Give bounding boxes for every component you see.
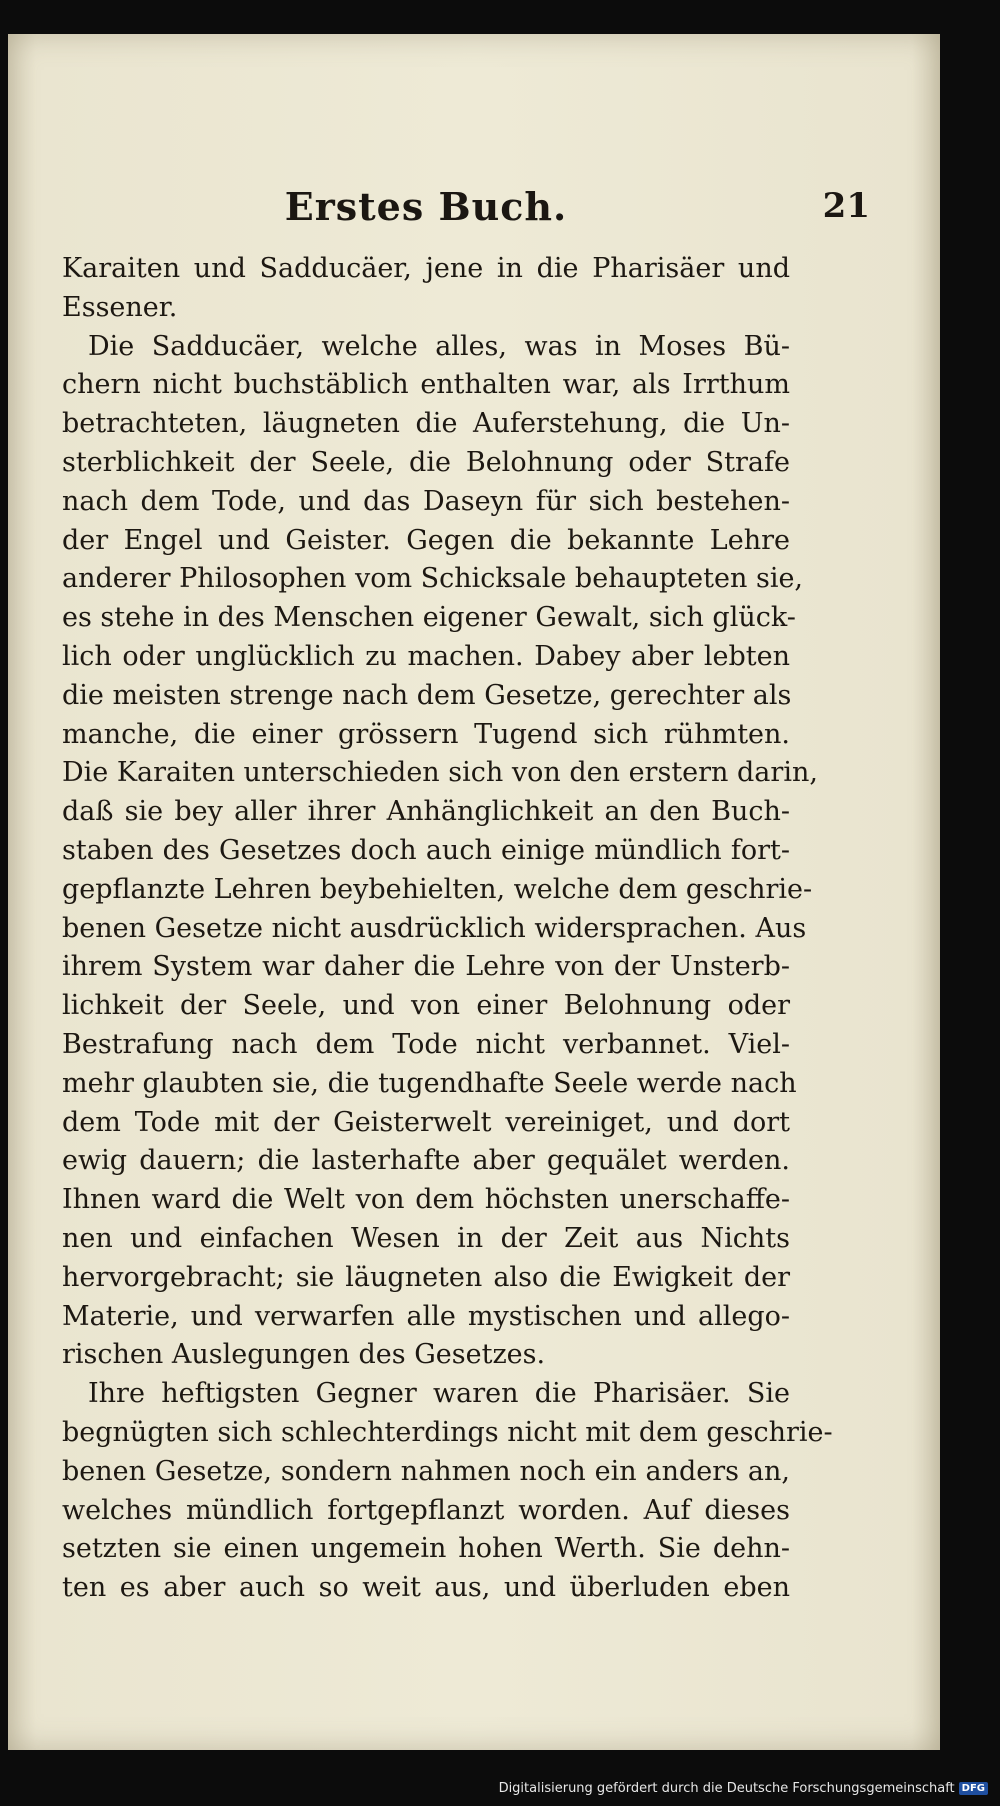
text-line: sterblichkeit der Seele, die Belohnung oder Strafe xyxy=(62,446,790,478)
text-line: ewig dauern; die lasterhafte aber gequälet werden. xyxy=(62,1145,790,1177)
dfg-logo: DFG xyxy=(959,1782,988,1795)
text-line: rischen Auslegungen des Gesetzes. xyxy=(62,1339,546,1371)
text-line: welches mündlich fortgepflanzt worden. Auf dieses xyxy=(62,1494,790,1526)
running-title: Erstes Buch. xyxy=(284,184,568,229)
text-line: Ihre heftigsten Gegner waren die Pharisäer. Sie xyxy=(88,1378,790,1410)
text-line: Die Sadducäer, welche alles, was in Moses Bü- xyxy=(88,330,790,362)
text-line: anderer Philosophen vom Schicksale behaupteten sie, xyxy=(62,563,804,595)
text-line: Ihnen ward die Welt von dem höchsten unerschaffe- xyxy=(62,1184,790,1216)
text-line: betrachteten, läugneten die Auferstehung, die Un- xyxy=(62,408,790,440)
text-line: benen Gesetze, sondern nahmen noch ein anders an, xyxy=(62,1455,790,1487)
paragraph-2 xyxy=(62,328,818,1376)
text-line: begnügten sich schlechterdings nicht mit dem geschrie- xyxy=(62,1416,833,1448)
text-line: nen und einfachen Wesen in der Zeit aus Nichts xyxy=(62,1222,790,1254)
text-line: Karaiten und Sadducäer, jene in die Pharisäer und xyxy=(62,253,790,284)
paragraph-1 xyxy=(62,250,790,328)
text-line: lichkeit der Seele, und von einer Belohnung oder xyxy=(62,990,790,1022)
text-line: die meisten strenge nach dem Gesetze, gerechter als xyxy=(62,679,792,711)
text-line: hervorgebracht; sie läugneten also die Ewigkeit der xyxy=(62,1261,790,1293)
book-page xyxy=(8,34,940,1750)
text-line: staben des Gesetzes doch auch einige mündlich fort- xyxy=(62,834,790,866)
page-header xyxy=(62,184,870,234)
text-line: dem Tode mit der Geisterwelt vereiniget, und dort xyxy=(62,1106,790,1138)
text-line: manche, die einer grössern Tugend sich rühmten. xyxy=(62,718,790,750)
text-line: ten es aber auch so weit aus, und überluden eben xyxy=(62,1572,790,1604)
text-line: daß sie bey aller ihrer Anhänglichkeit an den Buch- xyxy=(62,796,790,828)
page-number: 21 xyxy=(822,186,870,226)
body-text xyxy=(62,250,833,1608)
paragraph-3 xyxy=(62,1375,833,1608)
digitization-credit xyxy=(499,1781,988,1796)
text-line: Die Karaiten unterschieden sich von den erstern darin, xyxy=(62,757,818,789)
text-line: ihrem System war daher die Lehre von der Unsterb- xyxy=(62,951,790,983)
text-line: es stehe in des Menschen eigener Gewalt, sich glück- xyxy=(62,602,796,634)
text-line: Essener. xyxy=(62,291,178,323)
credit-text: Digitalisierung gefördert durch die Deutsche Forschungsgemeinschaft xyxy=(498,1781,955,1796)
text-line: lich oder unglücklich zu machen. Dabey aber lebten xyxy=(62,640,790,672)
text-line: gepflanzte Lehren beybehielten, welche dem geschrie- xyxy=(62,873,813,905)
text-line: chern nicht buchstäblich enthalten war, als Irrthum xyxy=(62,369,790,401)
text-line: setzten sie einen ungemein hohen Werth. Sie dehn- xyxy=(62,1533,790,1565)
text-line: der Engel und Geister. Gegen die bekannte Lehre xyxy=(62,524,790,556)
text-line: nach dem Tode, und das Daseyn für sich bestehen- xyxy=(62,485,790,517)
text-line: benen Gesetze nicht ausdrücklich widersprachen. Aus xyxy=(62,912,807,944)
text-line: mehr glaubten sie, die tugendhafte Seele werde nach xyxy=(62,1067,797,1099)
text-line: Bestrafung nach dem Tode nicht verbannet. Viel- xyxy=(62,1028,790,1060)
text-line: Materie, und verwarfen alle mystischen und allego- xyxy=(62,1300,790,1332)
